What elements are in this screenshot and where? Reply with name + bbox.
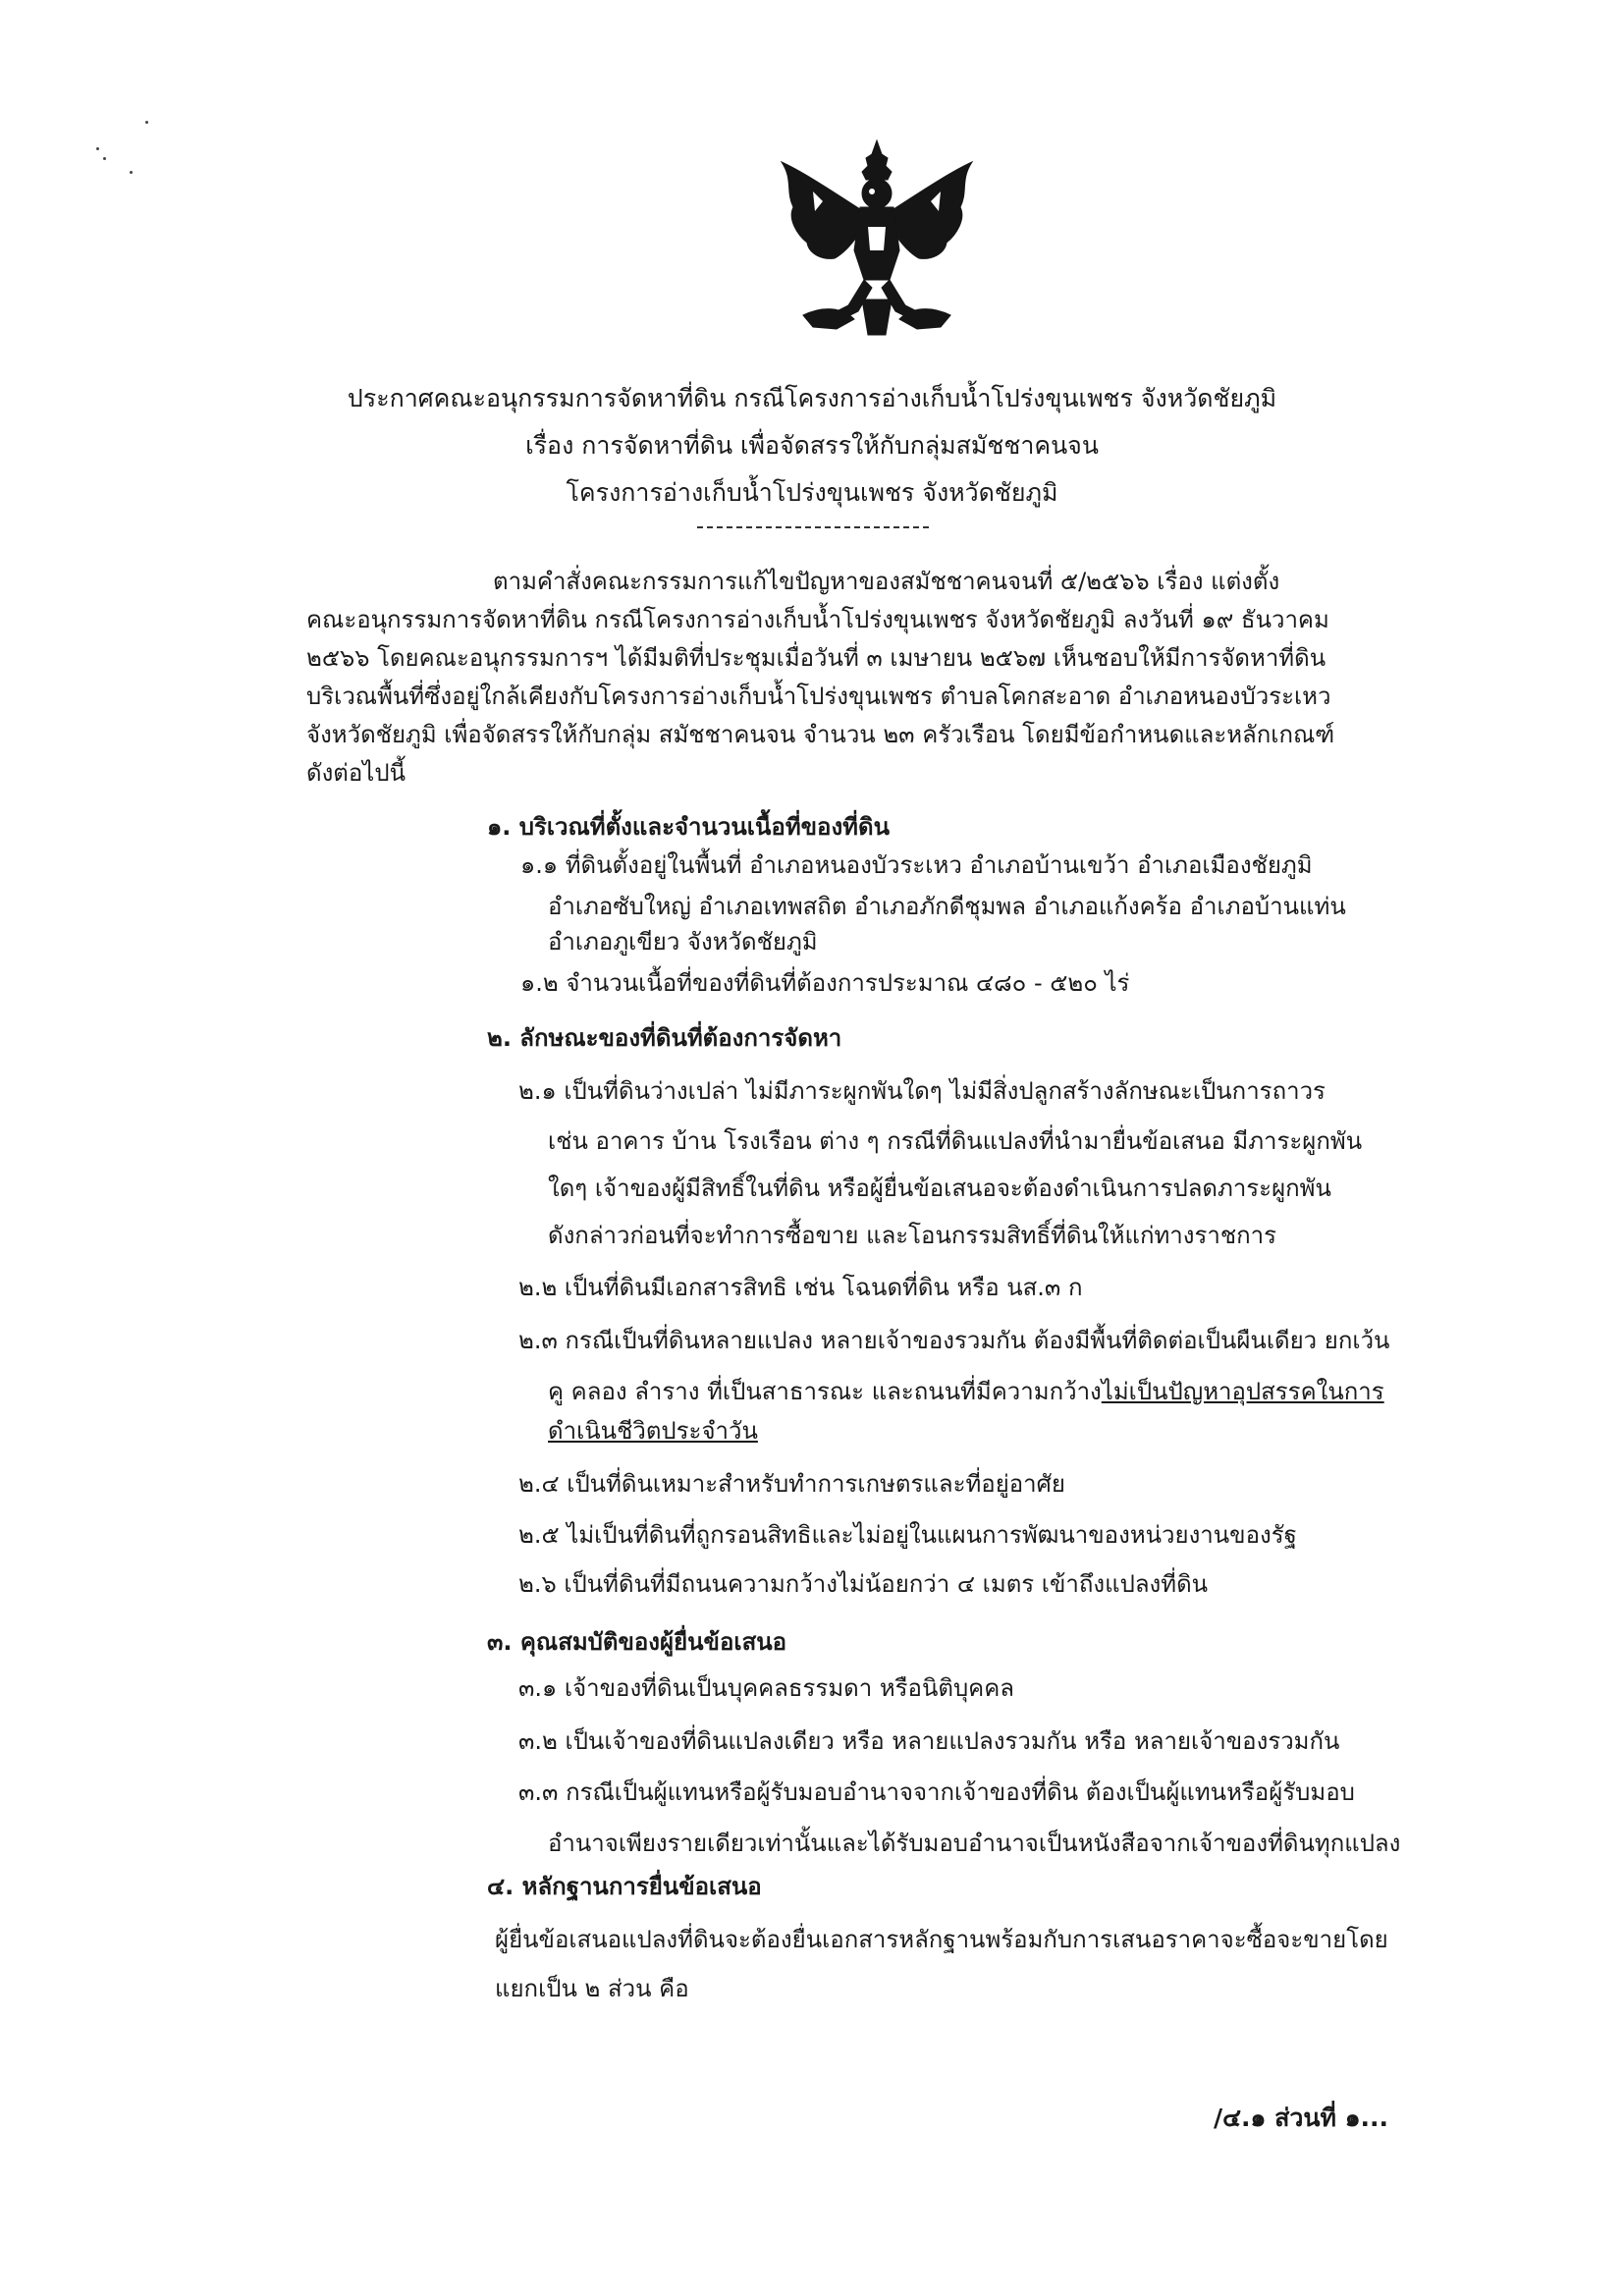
section-4-heading: ๔. หลักฐานการยื่นข้อเสนอ bbox=[487, 1873, 762, 1900]
intro-line: ๒๕๖๖ โดยคณะอนุกรรมการฯ ได้มีมติที่ประชุมเมื่อวันที่ ๓ เมษายน ๒๕๖๗ เห็นชอบให้มีการจัดหาที่ดิน bbox=[306, 644, 1326, 672]
scan-speck bbox=[130, 171, 133, 174]
section-2-heading: ๒. ลักษณะของที่ดินที่ต้องการจัดหา bbox=[487, 1024, 842, 1052]
section-1-heading: ๑. บริเวณที่ตั้งและจำนวนเนื้อที่ของที่ดิน bbox=[487, 813, 890, 841]
garuda-emblem bbox=[764, 133, 990, 341]
scan-speck bbox=[103, 157, 106, 160]
item-1-1-cont: อำเภอซับใหญ่ อำเภอเทพสถิต อำเภอภักดีชุมพล อำเภอแก้งคร้อ อำเภอบ้านแท่น bbox=[548, 893, 1346, 920]
intro-line: จังหวัดชัยภูมิ เพื่อจัดสรรให้กับกลุ่ม สมัชชาคนจน จำนวน ๒๓ ครัวเรือน โดยมีข้อกำหนดและหลักเกณฑ์ bbox=[306, 721, 1335, 748]
item-2-1-cont: ใดๆ เจ้าของผู้มีสิทธิ์ในที่ดิน หรือผู้ยื่นข้อเสนอจะต้องดำเนินการปลดภาระผูกพัน bbox=[548, 1175, 1331, 1202]
page-continuation: /๔.๑ ส่วนที่ ๑... bbox=[1214, 2104, 1389, 2132]
item-2-3-text: คู คลอง ลำราง ที่เป็นสาธารณะ และถนนที่มีความกว้าง bbox=[548, 1378, 1102, 1405]
announcement-subject: เรื่อง การจัดหาที่ดิน เพื่อจัดสรรให้กับกลุ่มสมัชชาคนจน bbox=[525, 431, 1099, 460]
item-1-1: ๑.๑ ที่ดินตั้งอยู่ในพื้นที่ อำเภอหนองบัวระเหว อำเภอบ้านเขว้า อำเภอเมืองชัยภูมิ bbox=[520, 851, 1313, 879]
item-2-2: ๒.๒ เป็นที่ดินมีเอกสารสิทธิ เช่น โฉนดที่ดิน หรือ นส.๓ ก bbox=[518, 1274, 1083, 1301]
section-4-text: แยกเป็น ๒ ส่วน คือ bbox=[495, 1975, 689, 2002]
item-2-3-underlined-text: ดำเนินชีวิตประจำวัน bbox=[548, 1417, 758, 1445]
intro-line: คณะอนุกรรมการจัดหาที่ดิน กรณีโครงการอ่างเก็บน้ำโปร่งขุนเพชร จังหวัดชัยภูมิ ลงวันที่ ๑๙ ธันวาคม bbox=[306, 606, 1329, 633]
item-3-3: ๓.๓ กรณีเป็นผู้แทนหรือผู้รับมอบอำนาจจากเจ้าของที่ดิน ต้องเป็นผู้แทนหรือผู้รับมอบ bbox=[518, 1778, 1355, 1806]
intro-line: บริเวณพื้นที่ซึ่งอยู่ใกล้เคียงกับโครงการอ่างเก็บน้ำโปร่งขุนเพชร ตำบลโคกสะอาด อำเภอหนองบัวระเหว bbox=[306, 683, 1331, 710]
item-2-4: ๒.๔ เป็นที่ดินเหมาะสำหรับทำการเกษตรและที่อยู่อาศัย bbox=[518, 1470, 1065, 1498]
item-2-6: ๒.๖ เป็นที่ดินที่มีถนนความกว้างไม่น้อยกว่า ๔ เมตร เข้าถึงแปลงที่ดิน bbox=[518, 1570, 1209, 1598]
item-1-2: ๑.๒ จำนวนเนื้อที่ของที่ดินที่ต้องการประมาณ ๔๘๐ - ๕๒๐ ไร่ bbox=[520, 969, 1130, 997]
project-name: โครงการอ่างเก็บน้ำโปร่งขุนเพชร จังหวัดชัยภูมิ bbox=[566, 478, 1058, 507]
item-3-3-cont: อำนาจเพียงรายเดียวเท่านั้นและได้รับมอบอำนาจเป็นหนังสือจากเจ้าของที่ดินทุกแปลง bbox=[548, 1830, 1401, 1857]
section-3-heading: ๓. คุณสมบัติของผู้ยื่นข้อเสนอ bbox=[487, 1628, 787, 1656]
section-4-text: ผู้ยื่นข้อเสนอแปลงที่ดินจะต้องยื่นเอกสารหลักฐานพร้อมกับการเสนอราคาจะซื้อจะขายโดย bbox=[495, 1926, 1388, 1953]
scan-speck bbox=[96, 147, 99, 150]
item-1-1-cont: อำเภอภูเขียว จังหวัดชัยภูมิ bbox=[548, 928, 818, 956]
item-3-1: ๓.๑ เจ้าของที่ดินเป็นบุคคลธรรมดา หรือนิติบุคคล bbox=[518, 1674, 1014, 1702]
item-2-5: ๒.๕ ไม่เป็นที่ดินที่ถูกรอนสิทธิและไม่อยู่ในแผนการพัฒนาของหน่วยงานของรัฐ bbox=[518, 1521, 1297, 1549]
intro-line: ดังต่อไปนี้ bbox=[306, 759, 406, 787]
item-2-3: ๒.๓ กรณีเป็นที่ดินหลายแปลง หลายเจ้าของรวมกัน ต้องมีพื้นที่ติดต่อเป็นผืนเดียว ยกเว้น bbox=[518, 1327, 1390, 1354]
item-2-1-cont: เช่น อาคาร บ้าน โรงเรือน ต่าง ๆ กรณีที่ดินแปลงที่นำมายื่นข้อเสนอ มีภาระผูกพัน bbox=[548, 1127, 1363, 1155]
item-2-3-underlined-text: ไม่เป็นปัญหาอุปสรรคในการ bbox=[1101, 1378, 1384, 1405]
title-divider bbox=[697, 526, 929, 528]
item-2-3-cont bbox=[548, 1375, 1384, 1408]
intro-line: ตามคำสั่งคณะกรรมการแก้ไขปัญหาของสมัชชาคนจนที่ ๕/๒๕๖๖ เรื่อง แต่งตั้ง bbox=[493, 568, 1280, 595]
item-3-2: ๓.๒ เป็นเจ้าของที่ดินแปลงเดียว หรือ หลายแปลงรวมกัน หรือ หลายเจ้าของรวมกัน bbox=[518, 1727, 1340, 1755]
announcement-title: ประกาศคณะอนุกรรมการจัดหาที่ดิน กรณีโครงการอ่างเก็บน้ำโปร่งขุนเพชร จังหวัดชัยภูมิ bbox=[347, 384, 1277, 412]
item-2-1: ๒.๑ เป็นที่ดินว่างเปล่า ไม่มีภาระผูกพันใดๆ ไม่มีสิ่งปลูกสร้างลักษณะเป็นการถาวร bbox=[518, 1077, 1326, 1105]
scan-speck bbox=[145, 121, 148, 124]
item-2-1-cont: ดังกล่าวก่อนที่จะทำการซื้อขาย และโอนกรรมสิทธิ์ที่ดินให้แก่ทางราชการ bbox=[548, 1222, 1277, 1249]
